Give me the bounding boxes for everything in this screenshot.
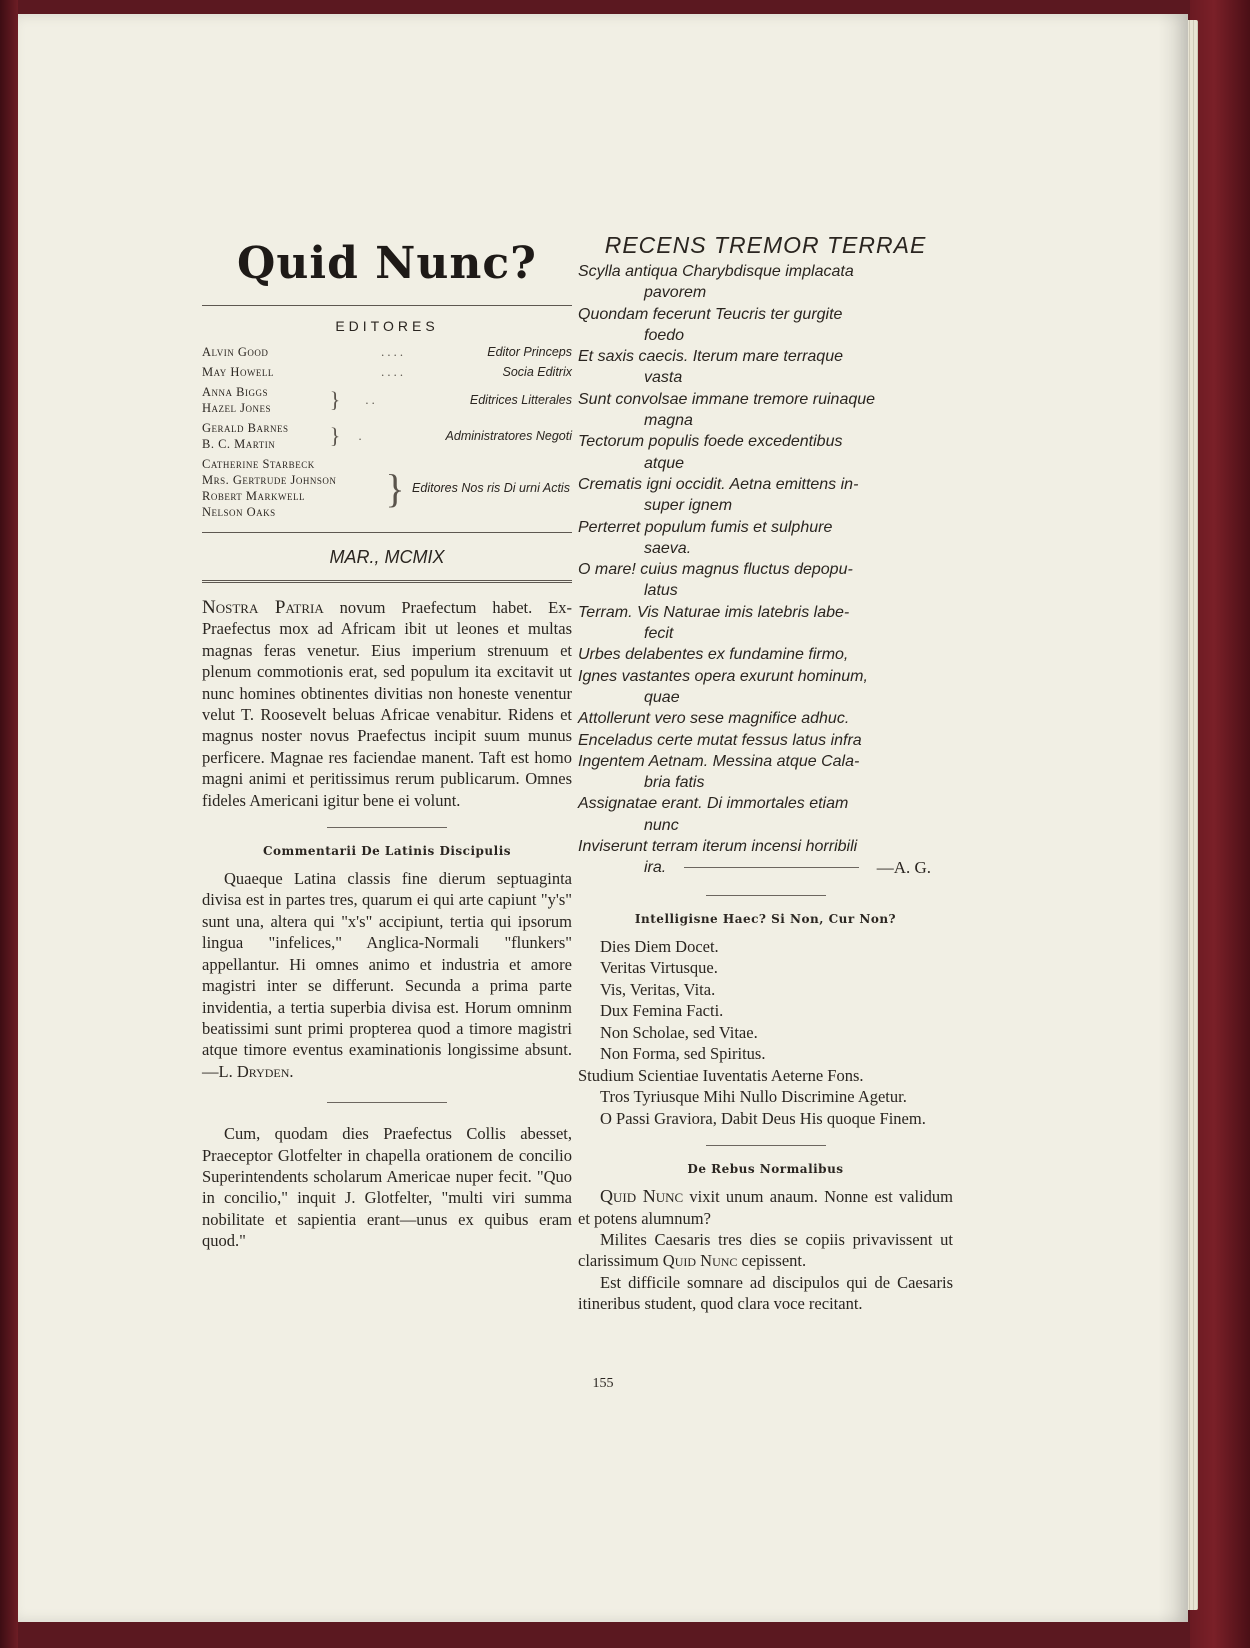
editor-name: May Howell [202, 365, 274, 379]
divider [202, 532, 572, 533]
article-normal-p1: Quid Nunc vixit unum anaum. Nonne est validum et potens alumnum? [578, 1186, 953, 1228]
book-page [18, 14, 1188, 1622]
poem-line: fecit [644, 625, 674, 643]
left-column [202, 234, 572, 1252]
poem-line: Ignes vastantes opera exurunt hominum, [578, 667, 868, 685]
poem-title: RECENS TREMOR TERRAE [604, 232, 927, 258]
section-heading: Commentarii De Latinis Discipulis [262, 844, 512, 859]
editor-row: May Howell . . . . Socia Editrix [202, 364, 572, 379]
editor-name: Catherine Starbeck [202, 457, 315, 471]
brace-icon: } [385, 465, 405, 511]
motto-line: Tros Tyriusque Mihi Nullo Discrimine Agetur. [600, 1087, 907, 1107]
article-normal-p2: Milites Caesaris tres dies se copiis privavissent ut clarissimum Quid Nunc cepissent. [578, 1229, 953, 1271]
article-normal-p3: Est difficile somnare ad discipulos qui de Caesaris itineribus student, quod clara voce recitant. [578, 1272, 953, 1314]
editor-name: Anna Biggs [202, 385, 268, 399]
poem-line: Et saxis caecis. Iterum mare terraque [578, 348, 843, 366]
editors-list [202, 344, 572, 520]
divider [706, 895, 826, 896]
poem-line: pavorem [644, 284, 707, 302]
editor-role: Editores Nos ris Di urni Actis [412, 481, 570, 495]
editor-role: Editrices Litterales [469, 393, 572, 407]
article-new-president: Nostra Patria novum Praefectum habet. Ex-Praefectus mox ad Africam ibit ut leones et multas magnas feras venetur. Eius imperium strenuum et plenum commotionis erat, sed populum ita excitavit ut nunc homines obtinentes divitias non honeste venentur velut T. Roosevelt beluas Africae venabitur. Ridens et magnus noster novus Praefectus incipit suum munus perficere. Magnae res faciendae manent. Taft est homo magni animi et peritissimus rerum publicarum. Omnes fideles Americani igitur bene ei volunt. [202, 597, 572, 810]
motto-line: Dux Femina Facti. [600, 1001, 724, 1021]
poem-line: nunc [644, 816, 679, 834]
poem-line: Sunt convolsae immane tremore ruinaque [578, 390, 876, 408]
poem-line: magna [644, 412, 693, 430]
motto-line: Veritas Virtusque. [600, 958, 718, 978]
poem-last-line: ira. —A. G. [578, 857, 953, 878]
motto-line: Vis, Veritas, Vita. [600, 979, 716, 999]
editor-name: Mrs. Gertrude Johnson [202, 473, 337, 487]
motto-line: Non Scholae, sed Vitae. [600, 1022, 758, 1042]
editor-row: Anna Biggs Hazel Jones } . . Editrices Litterales [202, 385, 572, 415]
editor-role: Socia Editrix [502, 365, 572, 379]
brace-icon: } [329, 387, 341, 412]
editor-name: Alvin Good [202, 345, 269, 359]
article-latin-students: Quaeque Latina classis fine dierum septuaginta divisa est in partes tres, quarum ei qui arte capiunt "y's" sunt una, altera qui "x's" accipiunt, tertia qui ipsorum lingua "infelices," Anglica-Normali "flunkers" appellantur. Hi omnes animo et industria et amore magistri inter se differunt. Secunda a prima parte invidentia, a tertia superbia divisa est. Horum omninm beatissimi sunt primi propterea quod a timore magistri atque timore eventus examinationis longissime absunt.—L. Dryden. [202, 869, 572, 1081]
poem-line: latus [644, 582, 678, 600]
brace-icon: } [329, 423, 341, 448]
poem-line: Attollerunt vero sese magnifice adhuc. [578, 710, 850, 728]
article-chapel-speech: Cum, quodam dies Praefectus Collis abesset, Praeceptor Glotfelter in chapella orationem de concilio Superintendents scholarum Americae nuper fecit. "Quo in concilio," inquit J. Glotfelter, "multi viri summa nobilitate et sapientia erant—unus ex quibus eram quod." [202, 1124, 572, 1251]
poem-line: Quondam fecerunt Teucris ter gurgite [578, 305, 843, 323]
poem-line: foedo [644, 326, 685, 344]
masthead-title: Quid Nunc? [237, 238, 537, 289]
double-divider [202, 580, 572, 583]
poem-line: Scylla antiqua Charybdisque implacata [578, 263, 854, 280]
editor-name: B. C. Martin [202, 437, 276, 451]
issue-date: MAR., MCMIX [329, 547, 445, 567]
editor-name: Robert Markwell [202, 489, 306, 503]
divider [202, 305, 572, 306]
poem-line: atque [644, 454, 685, 472]
divider [706, 1145, 826, 1146]
poem-line: Ingentem Aetnam. Messina atque Cala- [578, 752, 860, 770]
poem-line: saeva. [644, 539, 692, 557]
editor-row: Gerald Barnes B. C. Martin } . Administratores Negoti [202, 421, 572, 451]
right-column [578, 232, 953, 1315]
poem-line: Urbes delabentes ex fundamine firmo, [578, 646, 849, 664]
poem-line: Inviserunt terram iterum incensi horribili [578, 838, 858, 856]
editors-heading: EDITORES [335, 318, 439, 334]
editor-row: Alvin Good . . . . Editor Princeps [202, 344, 572, 359]
mottoes-list [578, 936, 953, 1130]
section-heading: Intelligisne Haec? Si Non, Cur Non? [634, 911, 897, 926]
poem-line: Perterret populum fumis et sulphure [578, 518, 833, 536]
editor-name: Hazel Jones [202, 401, 272, 415]
book-binding-left [0, 0, 18, 1648]
book-binding-right [1190, 0, 1250, 1648]
motto-line: Studium Scientiae Iuventatis Aeterne Fons. [578, 1065, 864, 1085]
poem-line: bria fatis [644, 774, 705, 792]
motto-line: Non Forma, sed Spiritus. [600, 1044, 766, 1064]
poem-body [578, 261, 953, 857]
poem-line: O mare! cuius magnus fluctus depopu- [578, 561, 853, 579]
poem-line: vasta [644, 369, 683, 387]
poem-line: Crematis igni occidit. Aetna emittens in- [578, 475, 859, 493]
poem-line: quae [644, 688, 680, 706]
poem-line: super ignem [644, 497, 733, 515]
editor-name: Gerald Barnes [202, 421, 289, 435]
editor-name: Nelson Oaks [202, 505, 276, 519]
editor-role: Administratores Negoti [445, 429, 572, 443]
motto-line: O Passi Graviora, Dabit Deus His quoque Finem. [600, 1108, 926, 1128]
divider [327, 827, 447, 828]
divider [327, 1102, 447, 1103]
page-number: 155 [592, 1376, 614, 1391]
poem-line: Assignatae erant. Di immortales etiam [578, 795, 849, 813]
section-heading: De Rebus Normalibus [687, 1162, 844, 1177]
poem-signature: —A. G. [876, 858, 931, 878]
poem-line: Tectorum populis foede excedentibus [578, 433, 843, 451]
poem-line: Enceladus certe mutat fessus latus infra [578, 731, 862, 749]
editor-row [202, 456, 572, 520]
editor-role: Editor Princeps [487, 345, 572, 359]
poem-line: Terram. Vis Naturae imis latebris labe- [578, 603, 850, 621]
motto-line: Dies Diem Docet. [600, 936, 719, 956]
